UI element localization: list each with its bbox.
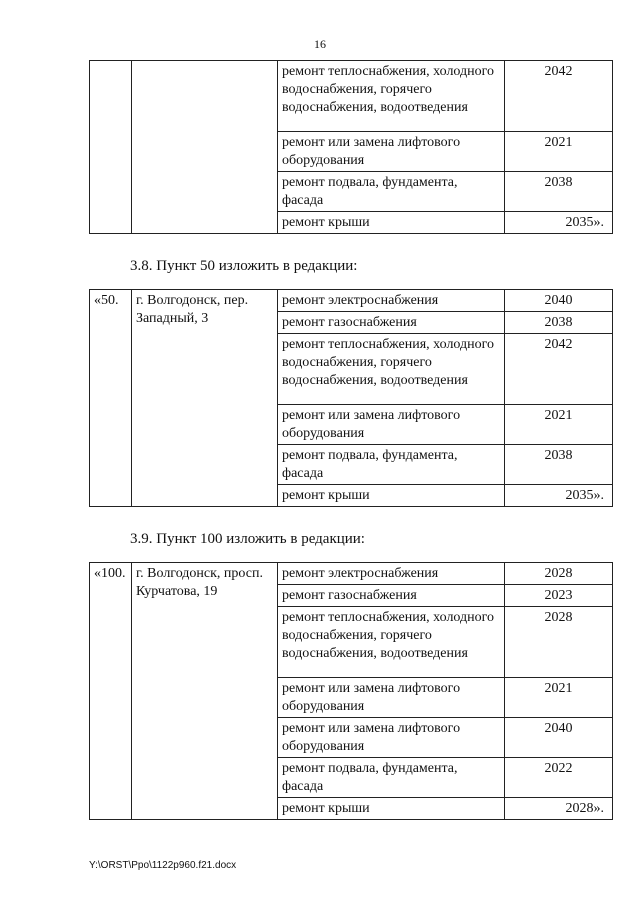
year-cell: 2035».	[505, 485, 613, 507]
work-cell: ремонт электроснабжения	[278, 290, 505, 312]
address-cell	[132, 61, 278, 234]
work-cell: ремонт крыши	[278, 212, 505, 234]
table-continuation	[89, 60, 613, 234]
work-cell: ремонт газоснабжения	[278, 585, 505, 607]
work-cell: ремонт подвала, фундамента, фасада	[278, 445, 505, 485]
year-cell: 2028	[505, 563, 613, 585]
year-cell: 2028».	[505, 798, 613, 820]
work-cell: ремонт или замена лифтового оборудования	[278, 678, 505, 718]
year-cell: 2042	[505, 61, 613, 132]
address-cell: г. Волгодонск, просп. Курчатова, 19	[132, 563, 278, 820]
year-cell: 2023	[505, 585, 613, 607]
year-cell: 2021	[505, 678, 613, 718]
year-cell: 2021	[505, 405, 613, 445]
number-cell: «100.	[90, 563, 132, 820]
number-cell	[90, 61, 132, 234]
address-cell: г. Волгодонск, пер. Западный, 3	[132, 290, 278, 507]
number-cell: «50.	[90, 290, 132, 507]
year-cell: 2038	[505, 312, 613, 334]
year-cell: 2028	[505, 607, 613, 678]
work-cell: ремонт подвала, фундамента, фасада	[278, 172, 505, 212]
work-cell: ремонт теплоснабжения, холодного водоснабжения, горячего водоснабжения, водоотведения	[278, 334, 505, 405]
table-row	[90, 290, 613, 312]
table-row	[90, 61, 613, 132]
work-cell: ремонт теплоснабжения, холодного водоснабжения, горячего водоснабжения, водоотведения	[278, 61, 505, 132]
year-cell: 2035».	[505, 212, 613, 234]
year-cell: 2042	[505, 334, 613, 405]
work-cell: ремонт теплоснабжения, холодного водоснабжения, горячего водоснабжения, водоотведения	[278, 607, 505, 678]
work-cell: ремонт крыши	[278, 485, 505, 507]
table-row	[90, 563, 613, 585]
work-cell: ремонт электроснабжения	[278, 563, 505, 585]
year-cell: 2040	[505, 290, 613, 312]
year-cell: 2038	[505, 172, 613, 212]
work-cell: ремонт или замена лифтового оборудования	[278, 718, 505, 758]
work-cell: ремонт подвала, фундамента, фасада	[278, 758, 505, 798]
work-cell: ремонт крыши	[278, 798, 505, 820]
table-item-50	[89, 289, 613, 507]
year-cell: 2038	[505, 445, 613, 485]
work-cell: ремонт или замена лифтового оборудования	[278, 132, 505, 172]
year-cell: 2040	[505, 718, 613, 758]
footer-file-path: Y:\ORST\Ppo\1122p960.f21.docx	[89, 860, 237, 871]
paragraph-3-8: 3.8. Пункт 50 изложить в редакции:	[130, 258, 358, 274]
work-cell: ремонт газоснабжения	[278, 312, 505, 334]
table-item-100	[89, 562, 613, 820]
work-cell: ремонт или замена лифтового оборудования	[278, 405, 505, 445]
paragraph-3-9: 3.9. Пункт 100 изложить в редакции:	[130, 531, 365, 547]
page-number: 16	[314, 37, 326, 51]
year-cell: 2022	[505, 758, 613, 798]
year-cell: 2021	[505, 132, 613, 172]
